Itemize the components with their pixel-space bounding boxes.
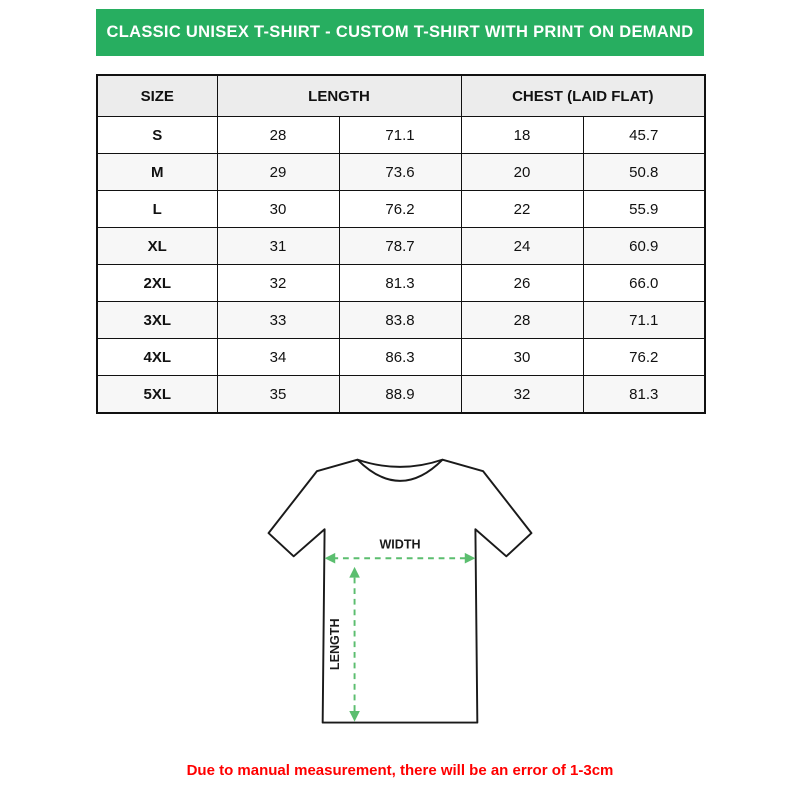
length-in-cell: 35 xyxy=(217,376,339,414)
length-cm-cell: 83.8 xyxy=(339,302,461,339)
tshirt-outline xyxy=(269,460,532,723)
table-row xyxy=(97,154,705,191)
length-in-cell: 28 xyxy=(217,117,339,154)
chest-in-cell: 30 xyxy=(461,339,583,376)
length-cm-cell: 78.7 xyxy=(339,228,461,265)
length-in-cell: 29 xyxy=(217,154,339,191)
table-row xyxy=(97,117,705,154)
chest-cm-cell: 66.0 xyxy=(583,265,705,302)
size-label: 5XL xyxy=(97,376,217,414)
chest-cm-cell: 71.1 xyxy=(583,302,705,339)
length-cm-cell: 81.3 xyxy=(339,265,461,302)
length-cm-cell: 71.1 xyxy=(339,117,461,154)
chest-cm-cell: 76.2 xyxy=(583,339,705,376)
table-row xyxy=(97,339,705,376)
size-chart-table xyxy=(96,74,706,414)
header-chest: CHEST (LAID FLAT) xyxy=(461,75,705,117)
size-label: 3XL xyxy=(97,302,217,339)
header-size: SIZE xyxy=(97,75,217,117)
length-in-cell: 32 xyxy=(217,265,339,302)
tshirt-diagram-svg xyxy=(255,443,545,745)
table-header-row xyxy=(97,75,705,117)
size-label: S xyxy=(97,117,217,154)
chest-cm-cell: 81.3 xyxy=(583,376,705,414)
width-label: WIDTH xyxy=(379,537,421,552)
title-banner xyxy=(96,9,704,56)
chest-in-cell: 28 xyxy=(461,302,583,339)
table-row xyxy=(97,191,705,228)
page-title: CLASSIC UNISEX T-SHIRT - CUSTOM T-SHIRT WITH PRINT ON DEMAND xyxy=(106,23,694,41)
size-label: XL xyxy=(97,228,217,265)
chest-in-cell: 26 xyxy=(461,265,583,302)
length-cm-cell: 76.2 xyxy=(339,191,461,228)
table-row xyxy=(97,265,705,302)
table-row xyxy=(97,228,705,265)
chest-cm-cell: 55.9 xyxy=(583,191,705,228)
chest-in-cell: 20 xyxy=(461,154,583,191)
chest-in-cell: 22 xyxy=(461,191,583,228)
table-row xyxy=(97,302,705,339)
collar-line xyxy=(357,460,442,467)
length-cm-cell: 73.6 xyxy=(339,154,461,191)
length-cm-cell: 86.3 xyxy=(339,339,461,376)
header-length: LENGTH xyxy=(217,75,461,117)
chest-in-cell: 24 xyxy=(461,228,583,265)
tshirt-measurement-diagram xyxy=(255,443,545,745)
size-label: M xyxy=(97,154,217,191)
length-in-cell: 30 xyxy=(217,191,339,228)
size-label: L xyxy=(97,191,217,228)
table-row xyxy=(97,376,705,414)
measurement-disclaimer: Due to manual measurement, there will be an error of 1-3cm xyxy=(186,762,614,779)
length-in-cell: 33 xyxy=(217,302,339,339)
chest-in-cell: 18 xyxy=(461,117,583,154)
length-cm-cell: 88.9 xyxy=(339,376,461,414)
chest-cm-cell: 50.8 xyxy=(583,154,705,191)
length-in-cell: 34 xyxy=(217,339,339,376)
size-label: 2XL xyxy=(97,265,217,302)
chest-cm-cell: 45.7 xyxy=(583,117,705,154)
chest-in-cell: 32 xyxy=(461,376,583,414)
chest-cm-cell: 60.9 xyxy=(583,228,705,265)
size-label: 4XL xyxy=(97,339,217,376)
length-in-cell: 31 xyxy=(217,228,339,265)
length-label: LENGTH xyxy=(328,618,343,671)
